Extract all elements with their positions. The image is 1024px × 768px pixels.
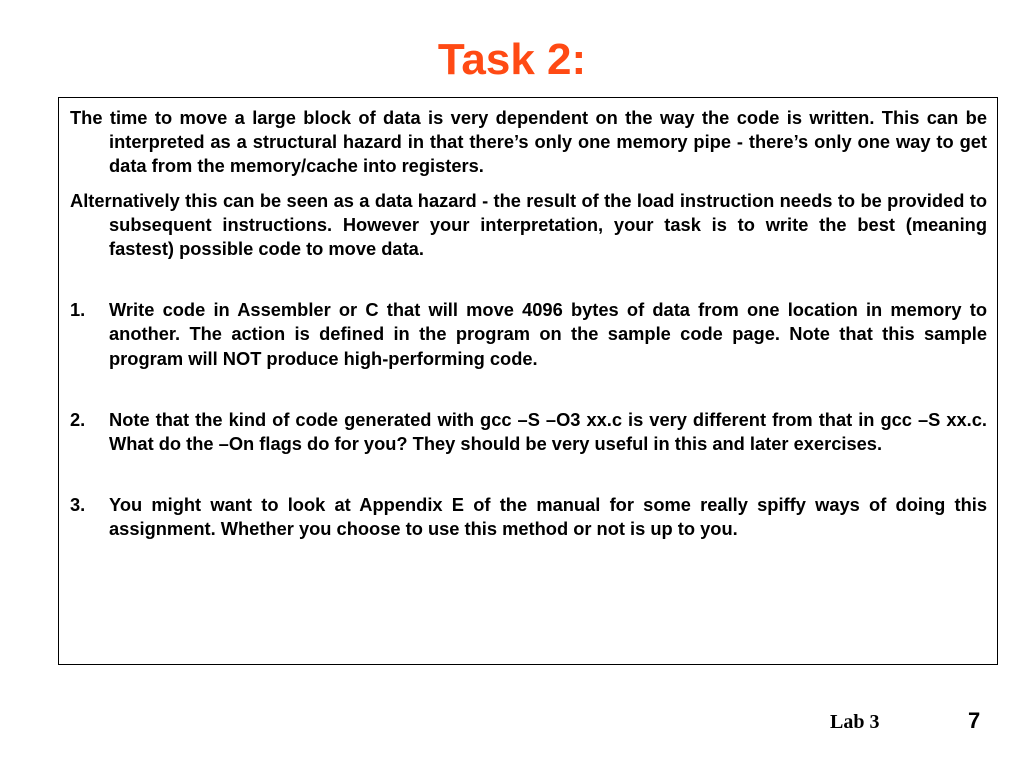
content-box bbox=[58, 97, 998, 665]
intro-paragraph: The time to move a large block of data is very dependent on the way the code is written. This can be interpreted as a structural hazard in that there’s only one memory pipe - there’s only one way to get data from the memory/cache into registers. bbox=[70, 107, 987, 177]
slide-title: Task 2: bbox=[437, 35, 587, 84]
list-item-number: 1. bbox=[70, 299, 86, 321]
footer-label: Lab 3 bbox=[830, 711, 880, 733]
list-item-number: 3. bbox=[70, 494, 86, 516]
list-item-text: Write code in Assembler or C that will move 4096 bytes of data from one location in memory to another. The action is defined in the program on the sample code page. Note that this sample program will NOT produce high-performing code. bbox=[109, 299, 987, 369]
list-item-text: You might want to look at Appendix E of the manual for some really spiffy ways of doing this assignment. Whether you choose to use this method or not is up to you. bbox=[109, 494, 987, 540]
list-item-3 bbox=[70, 493, 987, 541]
list-item-1 bbox=[70, 298, 987, 371]
page-number: 7 bbox=[968, 708, 981, 733]
alternative-paragraph: Alternatively this can be seen as a data hazard - the result of the load instruction needs to be provided to subsequent instructions. However your interpretation, your task is to write the best (meaning fastest) possible code to move data. bbox=[70, 189, 987, 260]
list-item-number: 2. bbox=[70, 408, 86, 430]
list-item-2 bbox=[70, 408, 987, 456]
list-item-text: Note that the kind of code generated with gcc –S –O3 xx.c is very different from that in gcc –S xx.c. What do the –On flags do for you? They should be very useful in this and later exercises. bbox=[109, 408, 987, 455]
